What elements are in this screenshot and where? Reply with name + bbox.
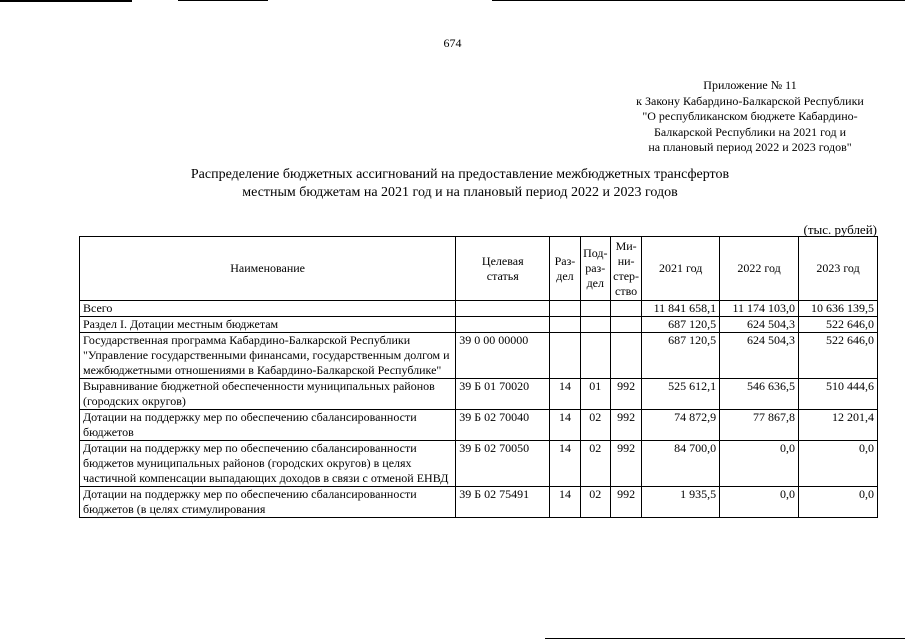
- cell-2022: 546 636,5: [720, 379, 799, 410]
- cell-2021: 687 120,5: [642, 317, 720, 333]
- cell-subsection: [580, 333, 610, 379]
- annex-line: "О республиканском бюджете Кабардино-: [642, 109, 858, 123]
- cell-subsection: [580, 301, 610, 317]
- cell-name: Дотации на поддержку мер по обеспечению сбалансированности бюджетов (в целях стимулирования: [80, 487, 456, 518]
- annex-line: на плановый период 2022 и 2023 годов": [648, 140, 852, 154]
- cell-target: 39 Б 02 75491: [456, 487, 550, 518]
- cell-2022: 624 504,3: [720, 317, 799, 333]
- cell-ministry: [610, 333, 641, 379]
- cell-2022: 0,0: [720, 441, 799, 487]
- cell-name: Дотации на поддержку мер по обеспечению сбалансированности бюджетов муниципальных районов (городских округов) в целях частичной компенсации выпадающих доходов в связи с отменой ЕНВД: [80, 441, 456, 487]
- scan-edge-mark: [492, 0, 905, 1]
- scan-edge-mark: [178, 0, 268, 1]
- cell-target: 39 Б 02 70040: [456, 410, 550, 441]
- cell-section: [550, 333, 580, 379]
- col-header-target: Целевая статья: [456, 237, 550, 301]
- cell-target: [456, 317, 550, 333]
- cell-2022: 0,0: [720, 487, 799, 518]
- cell-ministry: 992: [610, 487, 641, 518]
- cell-section: 14: [550, 441, 580, 487]
- annex-line: к Закону Кабардино-Балкарской Республики: [636, 93, 864, 108]
- table-row: [80, 333, 878, 379]
- table-row: [80, 441, 878, 487]
- cell-2022: 11 174 103,0: [720, 301, 799, 317]
- cell-subsection: 01: [580, 379, 610, 410]
- cell-2022: 624 504,3: [720, 333, 799, 379]
- document-title: [110, 166, 810, 202]
- cell-subsection: [580, 317, 610, 333]
- page-number: 674: [443, 36, 462, 50]
- cell-2021: 1 935,5: [642, 487, 720, 518]
- col-header-2023: 2023 год: [799, 237, 878, 301]
- title-line: Распределение бюджетных ассигнований на предоставление межбюджетных трансфертов: [190, 167, 730, 182]
- cell-subsection: 02: [580, 487, 610, 518]
- table-row: [80, 301, 878, 317]
- table-row: [80, 487, 878, 518]
- cell-ministry: 992: [610, 410, 641, 441]
- cell-2022: 77 867,8: [720, 410, 799, 441]
- cell-2021: 84 700,0: [642, 441, 720, 487]
- cell-subsection: 02: [580, 410, 610, 441]
- table-row: [80, 317, 878, 333]
- cell-name: Всего: [80, 301, 456, 317]
- annex-line: Приложение № 11: [703, 78, 797, 92]
- cell-2021: 687 120,5: [642, 333, 720, 379]
- cell-name: Государственная программа Кабардино-Балкарской Республики "Управление государственными финансами, государственным долгом и межбюджетными отношениями в Кабардино-Балкарской Республике": [80, 333, 456, 379]
- cell-ministry: 992: [610, 441, 641, 487]
- cell-2023: 510 444,6: [799, 379, 878, 410]
- cell-name: Раздел I. Дотации местным бюджетам: [80, 317, 456, 333]
- cell-section: [550, 301, 580, 317]
- scan-edge-mark: [0, 0, 132, 2]
- table-row: [80, 410, 878, 441]
- cell-target: 39 0 00 00000: [456, 333, 550, 379]
- col-header-subsection: Под- раз- дел: [580, 237, 610, 301]
- annex-line: Балкарской Республики на 2021 год и: [653, 124, 846, 139]
- scan-edge-mark: [545, 638, 905, 639]
- cell-2023: 10 636 139,5: [799, 301, 878, 317]
- table-header-row: [80, 237, 878, 301]
- cell-2023: 12 201,4: [799, 410, 878, 441]
- cell-ministry: 992: [610, 379, 641, 410]
- cell-section: 14: [550, 410, 580, 441]
- cell-ministry: [610, 317, 641, 333]
- cell-target: 39 Б 02 70050: [456, 441, 550, 487]
- cell-section: [550, 317, 580, 333]
- units-label: (тыс. рублей): [803, 222, 877, 237]
- cell-2023: 0,0: [799, 441, 878, 487]
- col-header-ministry: Ми- ни- стер- ство: [610, 237, 641, 301]
- cell-name: Выравнивание бюджетной обеспеченности муниципальных районов (городских округов): [80, 379, 456, 410]
- cell-section: 14: [550, 487, 580, 518]
- cell-subsection: 02: [580, 441, 610, 487]
- cell-2021: 74 872,9: [642, 410, 720, 441]
- table-row: [80, 379, 878, 410]
- col-header-2022: 2022 год: [720, 237, 799, 301]
- col-header-name: Наименование: [80, 237, 456, 301]
- col-header-section: Раз- дел: [550, 237, 580, 301]
- col-header-2021: 2021 год: [642, 237, 720, 301]
- cell-name: Дотации на поддержку мер по обеспечению сбалансированности бюджетов: [80, 410, 456, 441]
- budget-table: [79, 236, 878, 518]
- cell-2023: 0,0: [799, 487, 878, 518]
- cell-ministry: [610, 301, 641, 317]
- cell-2023: 522 646,0: [799, 317, 878, 333]
- cell-2023: 522 646,0: [799, 333, 878, 379]
- title-line: местным бюджетам на 2021 год и на плановый период 2022 и 2023 годов: [242, 185, 678, 200]
- cell-2021: 525 612,1: [642, 379, 720, 410]
- cell-section: 14: [550, 379, 580, 410]
- cell-2021: 11 841 658,1: [642, 301, 720, 317]
- cell-target: 39 Б 01 70020: [456, 379, 550, 410]
- annex-header: [600, 78, 900, 156]
- cell-target: [456, 301, 550, 317]
